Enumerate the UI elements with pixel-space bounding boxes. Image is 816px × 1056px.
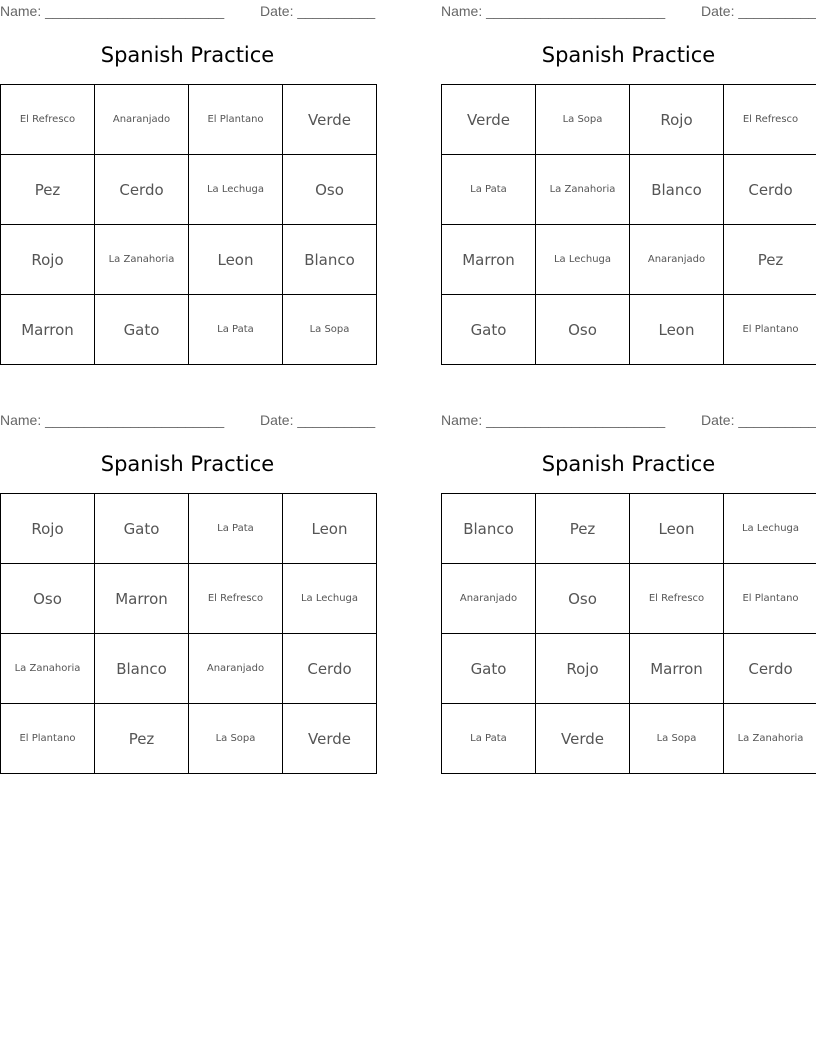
grid-cell: La Sopa bbox=[630, 704, 724, 774]
bingo-card bbox=[441, 1, 816, 366]
grid-cell: La Sopa bbox=[189, 704, 283, 774]
grid-row bbox=[442, 634, 816, 704]
grid-cell: La Zanahoria bbox=[95, 225, 189, 295]
name-field: Name: _______________________ bbox=[441, 412, 666, 428]
grid-cell: El Refresco bbox=[1, 85, 95, 155]
name-field: Name: _______________________ bbox=[0, 412, 225, 428]
grid-cell: El Plantano bbox=[189, 85, 283, 155]
grid-cell: Cerdo bbox=[724, 634, 816, 704]
grid-row bbox=[1, 634, 377, 704]
grid-cell: Rojo bbox=[630, 85, 724, 155]
grid-cell: Pez bbox=[536, 494, 630, 564]
grid-cell: Leon bbox=[630, 295, 724, 365]
grid-row bbox=[1, 225, 377, 295]
grid-cell: Gato bbox=[95, 295, 189, 365]
grid-row bbox=[442, 564, 816, 634]
grid-cell: Cerdo bbox=[724, 155, 816, 225]
grid-cell: La Sopa bbox=[283, 295, 377, 365]
grid-row bbox=[1, 494, 377, 564]
grid-cell: Oso bbox=[1, 564, 95, 634]
grid-cell: Anaranjado bbox=[189, 634, 283, 704]
card-header bbox=[0, 1, 375, 21]
grid-row bbox=[442, 85, 816, 155]
grid-cell: La Lechuga bbox=[189, 155, 283, 225]
grid-cell: Verde bbox=[283, 85, 377, 155]
grid-row bbox=[1, 155, 377, 225]
grid-cell: Marron bbox=[1, 295, 95, 365]
grid-row bbox=[442, 155, 816, 225]
grid-cell: La Zanahoria bbox=[536, 155, 630, 225]
grid-cell: La Lechuga bbox=[536, 225, 630, 295]
grid-row bbox=[1, 704, 377, 774]
grid-cell: Anaranjado bbox=[630, 225, 724, 295]
grid-cell: La Pata bbox=[442, 704, 536, 774]
grid-cell: La Zanahoria bbox=[1, 634, 95, 704]
grid-row bbox=[442, 704, 816, 774]
grid-cell: Oso bbox=[283, 155, 377, 225]
grid-cell: Marron bbox=[442, 225, 536, 295]
grid-cell: La Lechuga bbox=[283, 564, 377, 634]
card-header bbox=[441, 1, 816, 21]
grid-cell: Verde bbox=[283, 704, 377, 774]
grid-cell: Gato bbox=[442, 295, 536, 365]
grid-cell: Rojo bbox=[1, 494, 95, 564]
grid-cell: La Pata bbox=[189, 494, 283, 564]
grid-row bbox=[1, 295, 377, 365]
grid-cell: Rojo bbox=[1, 225, 95, 295]
grid-cell: Blanco bbox=[442, 494, 536, 564]
grid-cell: La Pata bbox=[442, 155, 536, 225]
grid-cell: Oso bbox=[536, 564, 630, 634]
grid-cell: El Plantano bbox=[724, 564, 816, 634]
date-field: Date: __________ bbox=[701, 412, 816, 428]
card-header bbox=[441, 410, 816, 430]
grid-row bbox=[442, 494, 816, 564]
grid-row bbox=[1, 564, 377, 634]
grid-cell: Cerdo bbox=[95, 155, 189, 225]
date-field: Date: __________ bbox=[260, 412, 376, 428]
grid-cell: El Plantano bbox=[1, 704, 95, 774]
grid-cell: Pez bbox=[95, 704, 189, 774]
bingo-card bbox=[0, 410, 375, 775]
name-field: Name: _______________________ bbox=[441, 3, 666, 19]
grid-cell: Gato bbox=[442, 634, 536, 704]
grid-cell: La Sopa bbox=[536, 85, 630, 155]
grid-row bbox=[1, 85, 377, 155]
grid-cell: Blanco bbox=[95, 634, 189, 704]
grid-cell: Cerdo bbox=[283, 634, 377, 704]
grid-cell: Anaranjado bbox=[442, 564, 536, 634]
card-title: Spanish Practice bbox=[100, 452, 275, 476]
date-field: Date: __________ bbox=[701, 3, 816, 19]
grid-cell: Verde bbox=[536, 704, 630, 774]
grid-cell: Rojo bbox=[536, 634, 630, 704]
card-header bbox=[0, 410, 375, 430]
grid-cell: Marron bbox=[95, 564, 189, 634]
card-title: Spanish Practice bbox=[100, 43, 275, 67]
grid-cell: Pez bbox=[1, 155, 95, 225]
grid-cell: El Refresco bbox=[630, 564, 724, 634]
grid-cell: Pez bbox=[724, 225, 816, 295]
name-field: Name: _______________________ bbox=[0, 3, 225, 19]
bingo-card bbox=[441, 410, 816, 775]
bingo-grid bbox=[0, 84, 377, 365]
card-title: Spanish Practice bbox=[541, 43, 716, 67]
grid-cell: Oso bbox=[536, 295, 630, 365]
card-title: Spanish Practice bbox=[541, 452, 716, 476]
grid-cell: Leon bbox=[189, 225, 283, 295]
grid-cell: Verde bbox=[442, 85, 536, 155]
grid-cell: El Refresco bbox=[189, 564, 283, 634]
bingo-grid bbox=[441, 493, 816, 774]
grid-row bbox=[442, 295, 816, 365]
grid-cell: Leon bbox=[283, 494, 377, 564]
grid-row bbox=[442, 225, 816, 295]
grid-cell: La Lechuga bbox=[724, 494, 816, 564]
grid-cell: Leon bbox=[630, 494, 724, 564]
grid-cell: Anaranjado bbox=[95, 85, 189, 155]
bingo-grid bbox=[0, 493, 377, 774]
grid-cell: Blanco bbox=[283, 225, 377, 295]
bingo-card bbox=[0, 1, 375, 366]
bingo-grid bbox=[441, 84, 816, 365]
grid-cell: Blanco bbox=[630, 155, 724, 225]
grid-cell: Gato bbox=[95, 494, 189, 564]
grid-cell: El Plantano bbox=[724, 295, 816, 365]
grid-cell: La Pata bbox=[189, 295, 283, 365]
date-field: Date: __________ bbox=[260, 3, 376, 19]
grid-cell: El Refresco bbox=[724, 85, 816, 155]
grid-cell: La Zanahoria bbox=[724, 704, 816, 774]
grid-cell: Marron bbox=[630, 634, 724, 704]
